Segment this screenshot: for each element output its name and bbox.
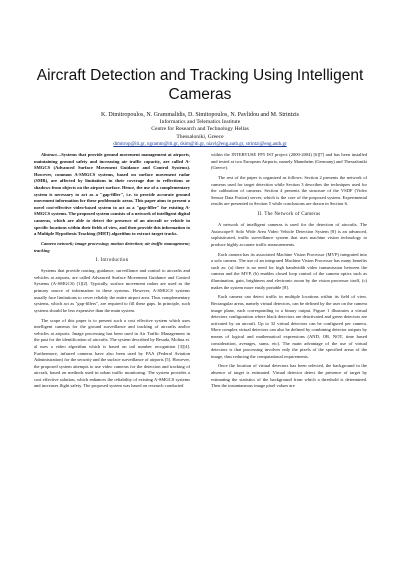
intro-paragraph-3: The rest of the paper is organized as follows: Section 2 presents the network of cameras used for target detection while Section 3 describes the techniques used for the calibration of cameras. Section 4 presents the structure of the VSDF (Video Sensor Data Fusion) server, which is the core of the proposed system. Experimental results are presented in Section 5 while conclusions are drawn in Section 6. [211,174,367,207]
affiliation-centre: Centre for Research and Technology Hellas [151,126,249,133]
section-heading-introduction: I. Introduction [95,258,129,264]
network-paragraph-4: Once the location of virtual detectors has been selected, the background in the absence of target is estimated. Virtual detector detect the presence of target by estimating the statistics of the background from which a threshold is determined. Then the instantaneous image pixel values are [211,363,367,389]
network-paragraph-2: Each camera has its associated Machine Vision Processor (MVP) integrated into a solo camera. The use of an integrated Machine Vision Processor has many benefits such as: (a) there is no need for high bandwidth video transmission between the camera and the MVP, (b) enables closed loop control of the camera optics such as illumination, gain, brightness and electronic zoom by the vision processor itself, (c) makes the system more easily portable [8]. [211,251,367,290]
intro-continuation: within the INTERVUSE FP5 IST project (2000-2004) [6][7] and has been installed and tested at two European Airports, namely Mannheim (Germany) and Thessaloniki (Greece). [211,152,367,171]
author-emails[interactable]: dimitrop@iti.gr, ngramm@iti.gr, dsim@iti.gr, niavl@eng.auth.gr, strintzi@eng.auth.gr [113,141,287,147]
intro-paragraph-1: Systems that provide routing, guidance, surveillance and control to aircrafts and vehicles at airports, are called Advanced Surface Movement Guidance and Control Systems (A-SMGCS) [1][2]. Typically, surface movement radars are used as the primary source of information in these systems. However, A-SMGCS systems usually face limitations to cover reliably the entire airport area. Thus complementary systems, which act as "gap-fillers", are required to fill these gaps. In principle, such systems should be less expensive than the main system. [34,268,190,313]
affiliation-location: Thessaloniki, Greece [176,133,224,140]
intro-paragraph-2: The scope of this paper is to present such a cost effective system which uses intelligent cameras for the ground surveillance and tracking of aircrafts and/or vehicles at airports. Image processing has been used in Air Traffic Management in the past for the identification of aircrafts. The system described by Besada, Molina et. al uses a video algorithm which is based on tail number recognition [3][4]. Furthermore, infrared cameras have also been used by FAA (Federal Aviation Administration) for the security and the surface surveillance of airports [5]. However, the proposed system attempts to use video cameras for the detection and tracking of aircraft, based on methods used in urban traffic monitoring. The system provides a cost effective solution, which enhances the reliability of existing A-SMGCS systems and increases flight safety. The proposed system was based on research conducted [34,317,190,389]
right-column [211,152,367,393]
paper-title: Aircraft Detection and Tracking Using Intelligent Cameras [36,67,364,103]
author-names: K. Dimitropoulos, N. Grammalidis, D. Simitopoulos, N. Pavlidou and M. Strintzis [101,112,299,118]
network-paragraph-3: Each camera can detect traffic in multiple locations within its field of view. Rectangular areas, namely virtual detectors, can be defined by the user on the camera image plane, each corresponding to a binary output. Figure 1 illustrates a virtual detectors configuration where black detectors are deactivated and green detectors are activated by an aircraft. Up to 32 virtual detectors can be configured per camera. More complex virtual detectors can also be defined by combining detector outputs by means of logical and mathematical expressions (AND, OR, NOT, time based consideration, averages, sums, etc). The main advantage of the use of virtual detectors is that processing involves only the pixels of the specified areas of the image, thus reducing the computational requirements. [211,294,367,359]
keywords: Camera network; image processing; motion detection; air traffic management; tracking [34,240,190,253]
left-column [34,152,190,393]
network-paragraph-1: A network of intelligent cameras is used for the detection of aircrafts. The Autoscope® Solo Wide Area Video Vehicle Detection System [8] is an advanced, sophisticated, traffic surveillance system that uses machine vision technology to produce highly accurate traffic measurements. [211,222,367,247]
author-block [30,112,370,148]
abstract-label: Abstract— [41,152,62,157]
abstract [34,152,190,238]
section-heading-network: II. The Network of Cameras [257,211,321,217]
affiliation-institute: Informatics and Telematics Institute [159,119,241,126]
abstract-text: Systems that provide ground movement management at airports, maintaining ground safety and increasing air traffic capacity, are called A-SMGCS (Advanced Surface Movement Guidance and Control Systems). However, common A-SMGCS systems, based on surface movement radar (SMR), are affected by limitations in their coverage due to reflections or shadows from objects on the airport surface. Hence, the use of a complementary system is necessary to act as a "gap-filler", i.e. to provide accurate ground movement information for these problematic areas. This paper aims to present a novel cost-effective video-based system to act as a "gap-filler" for existing A-SMGCS systems. The proposed system consists of a network of intelligent digital cameras, which are able to detect the presence of an aircraft or vehicle in specific locations within their fields of view, and then provide this information to a Multiple Hypothesis Tracking (MHT) algorithm to extract target tracks. [34,152,190,237]
